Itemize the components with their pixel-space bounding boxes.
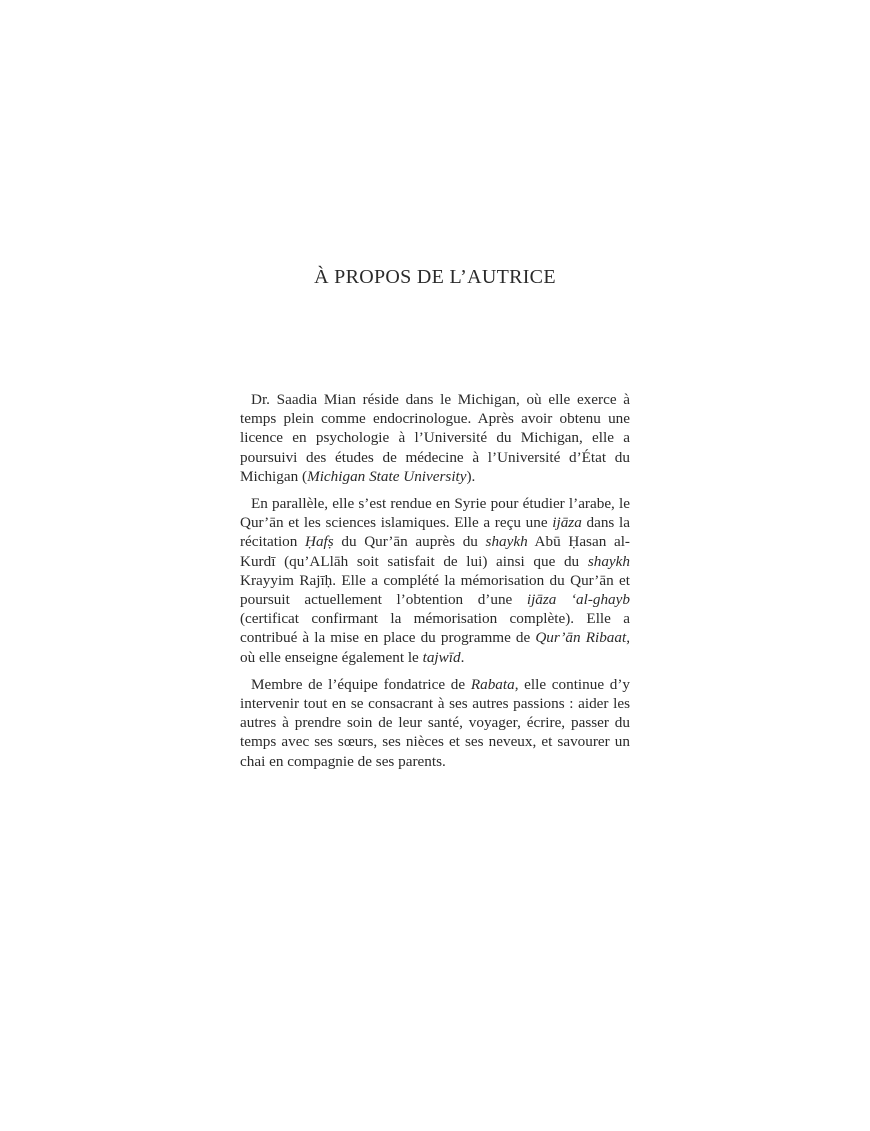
text-run: . bbox=[460, 648, 465, 666]
text-run: Krayyim Rajīḥ. Elle a complété la mémorisation du Qur’ān et poursuit actuellement l’obtention d’une bbox=[240, 571, 630, 609]
author-bio bbox=[240, 390, 630, 779]
italic-term: shaykh bbox=[587, 552, 630, 570]
italic-term: Rabata bbox=[470, 675, 515, 693]
italic-term: Ḥafṣ bbox=[305, 533, 334, 551]
text-run: Membre de l’équipe fondatrice de bbox=[251, 675, 471, 693]
italic-term: Qur’ān Ribaat bbox=[535, 629, 627, 647]
italic-term: shaykh bbox=[485, 533, 528, 551]
italic-term: Michigan State University bbox=[307, 467, 467, 485]
text-run: Dr. Saadia Mian réside dans le Michigan, où elle exerce à temps plein comme endocrinologue. Après avoir obtenu une licence en psychologie à l’Université du Michigan, elle a poursuivi des études de médecine à l’Université d’État du Michigan ( bbox=[240, 391, 630, 485]
bio-paragraph-3 bbox=[240, 675, 630, 771]
italic-term: ijāza ‘al-ghayb bbox=[526, 591, 630, 609]
text-run: du Qur’ān auprès du bbox=[333, 533, 486, 551]
text-run: En parallèle, elle s’est rendue en Syrie pour étudier l’arabe, le Qur’ān et les sciences islamiques. Elle a reçu une bbox=[240, 495, 630, 532]
text-run: dans la récitation bbox=[240, 514, 630, 551]
text-run: , elle continue d’y intervenir tout en se consacrant à ses autres passions : aider les autres à prendre soin de leur santé, voyager, écrire, passer du temps avec ses sœurs, ses nièces et ses neveux, et savourer un chai en compagnie de ses parents. bbox=[240, 675, 630, 770]
italic-term: tajwīd bbox=[422, 648, 461, 666]
bio-paragraph-2 bbox=[240, 494, 630, 667]
text-run: , où elle enseigne également le bbox=[240, 629, 630, 666]
text-run: (certificat confirmant la mémorisation complète). Elle a contribué à la mise en place du programme de bbox=[240, 610, 630, 647]
italic-term: ijāza bbox=[552, 514, 582, 532]
text-run: ). bbox=[466, 467, 476, 485]
text-run: Abū Ḥasan al-Kurdī (qu’ALlāh soit satisfait de lui) ainsi que du bbox=[240, 533, 630, 570]
bio-paragraph-1 bbox=[240, 390, 630, 486]
page-title: À PROPOS DE L’AUTRICE bbox=[314, 266, 556, 288]
